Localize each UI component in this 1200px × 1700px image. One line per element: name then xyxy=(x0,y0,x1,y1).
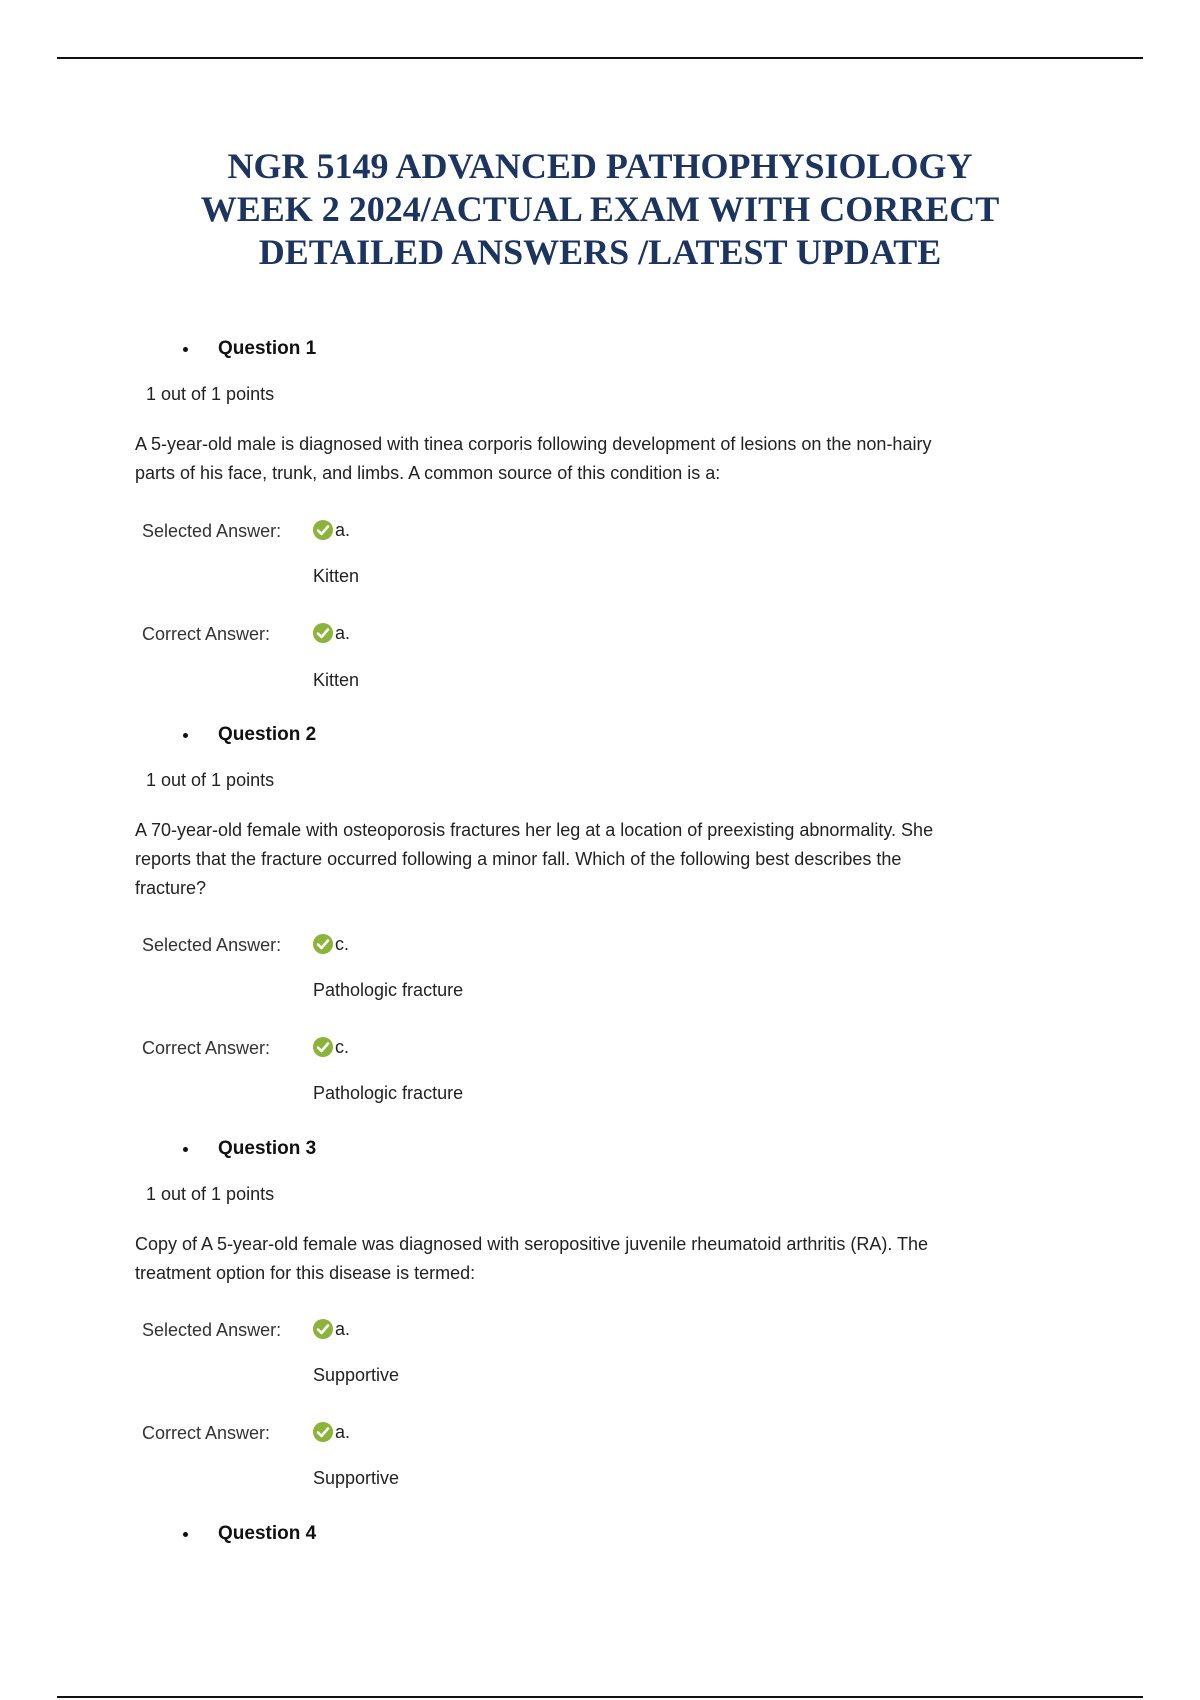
title-line-2: WEEK 2 2024/ACTUAL EXAM WITH CORRECT xyxy=(200,189,1000,229)
correct-answer-choice: a. xyxy=(312,1421,350,1443)
title-line-3: DETAILED ANSWERS /LATEST UPDATE xyxy=(258,232,942,272)
bullet-icon xyxy=(183,347,188,352)
correct-answer-label: Correct Answer: xyxy=(142,624,271,644)
selected-answer-choice: c. xyxy=(312,933,349,955)
check-icon xyxy=(312,1036,334,1058)
correct-answer-choice: a. xyxy=(312,622,350,644)
check-icon xyxy=(312,519,334,541)
question-heading: Question 4 xyxy=(183,1521,316,1547)
selected-answer-choice: a. xyxy=(312,1318,350,1340)
correct-answer-text: Kitten xyxy=(313,670,360,690)
check-icon xyxy=(312,622,334,644)
question-heading: Question 3 xyxy=(183,1136,316,1162)
question-heading: Question 1 xyxy=(183,336,316,362)
question-stem: A 70-year-old female with osteoporosis fractures her leg at a location of preexisting abnormality. She reports that the fracture occurred following a minor fall. Which of the following best describes the fracture? xyxy=(135,820,934,898)
bottom-rule xyxy=(57,1696,1143,1698)
question-stem: A 5-year-old male is diagnosed with tinea corporis following development of lesions on the non-hairy parts of his face, trunk, and limbs. A common source of this condition is a: xyxy=(135,434,932,483)
selected-answer-text: Supportive xyxy=(313,1365,400,1385)
question-points: 1 out of 1 points xyxy=(146,770,275,790)
bullet-icon xyxy=(183,733,188,738)
selected-answer-label: Selected Answer: xyxy=(142,521,282,541)
check-icon xyxy=(312,1421,334,1443)
correct-answer-choice: c. xyxy=(312,1036,349,1058)
bullet-icon xyxy=(183,1532,188,1537)
selected-answer-text: Pathologic fracture xyxy=(313,980,464,1000)
selected-answer-label: Selected Answer: xyxy=(142,1320,282,1340)
correct-answer-text: Supportive xyxy=(313,1468,400,1488)
correct-answer-text: Pathologic fracture xyxy=(313,1083,464,1103)
bullet-icon xyxy=(183,1147,188,1152)
question-points: 1 out of 1 points xyxy=(146,1184,275,1204)
question-points: 1 out of 1 points xyxy=(146,384,275,404)
selected-answer-label: Selected Answer: xyxy=(142,935,282,955)
title-line-1: NGR 5149 ADVANCED PATHOPHYSIOLOGY xyxy=(227,146,973,186)
selected-answer-text: Kitten xyxy=(313,566,360,586)
selected-answer-choice: a. xyxy=(312,519,350,541)
top-rule xyxy=(57,57,1143,59)
question-stem: Copy of A 5-year-old female was diagnosed with seropositive juvenile rheumatoid arthritis (RA). The treatment option for this disease is termed: xyxy=(135,1234,929,1283)
document-title xyxy=(100,145,1100,274)
correct-answer-label: Correct Answer: xyxy=(142,1423,271,1443)
check-icon xyxy=(312,1318,334,1340)
correct-answer-label: Correct Answer: xyxy=(142,1038,271,1058)
question-heading: Question 2 xyxy=(183,722,316,748)
check-icon xyxy=(312,933,334,955)
